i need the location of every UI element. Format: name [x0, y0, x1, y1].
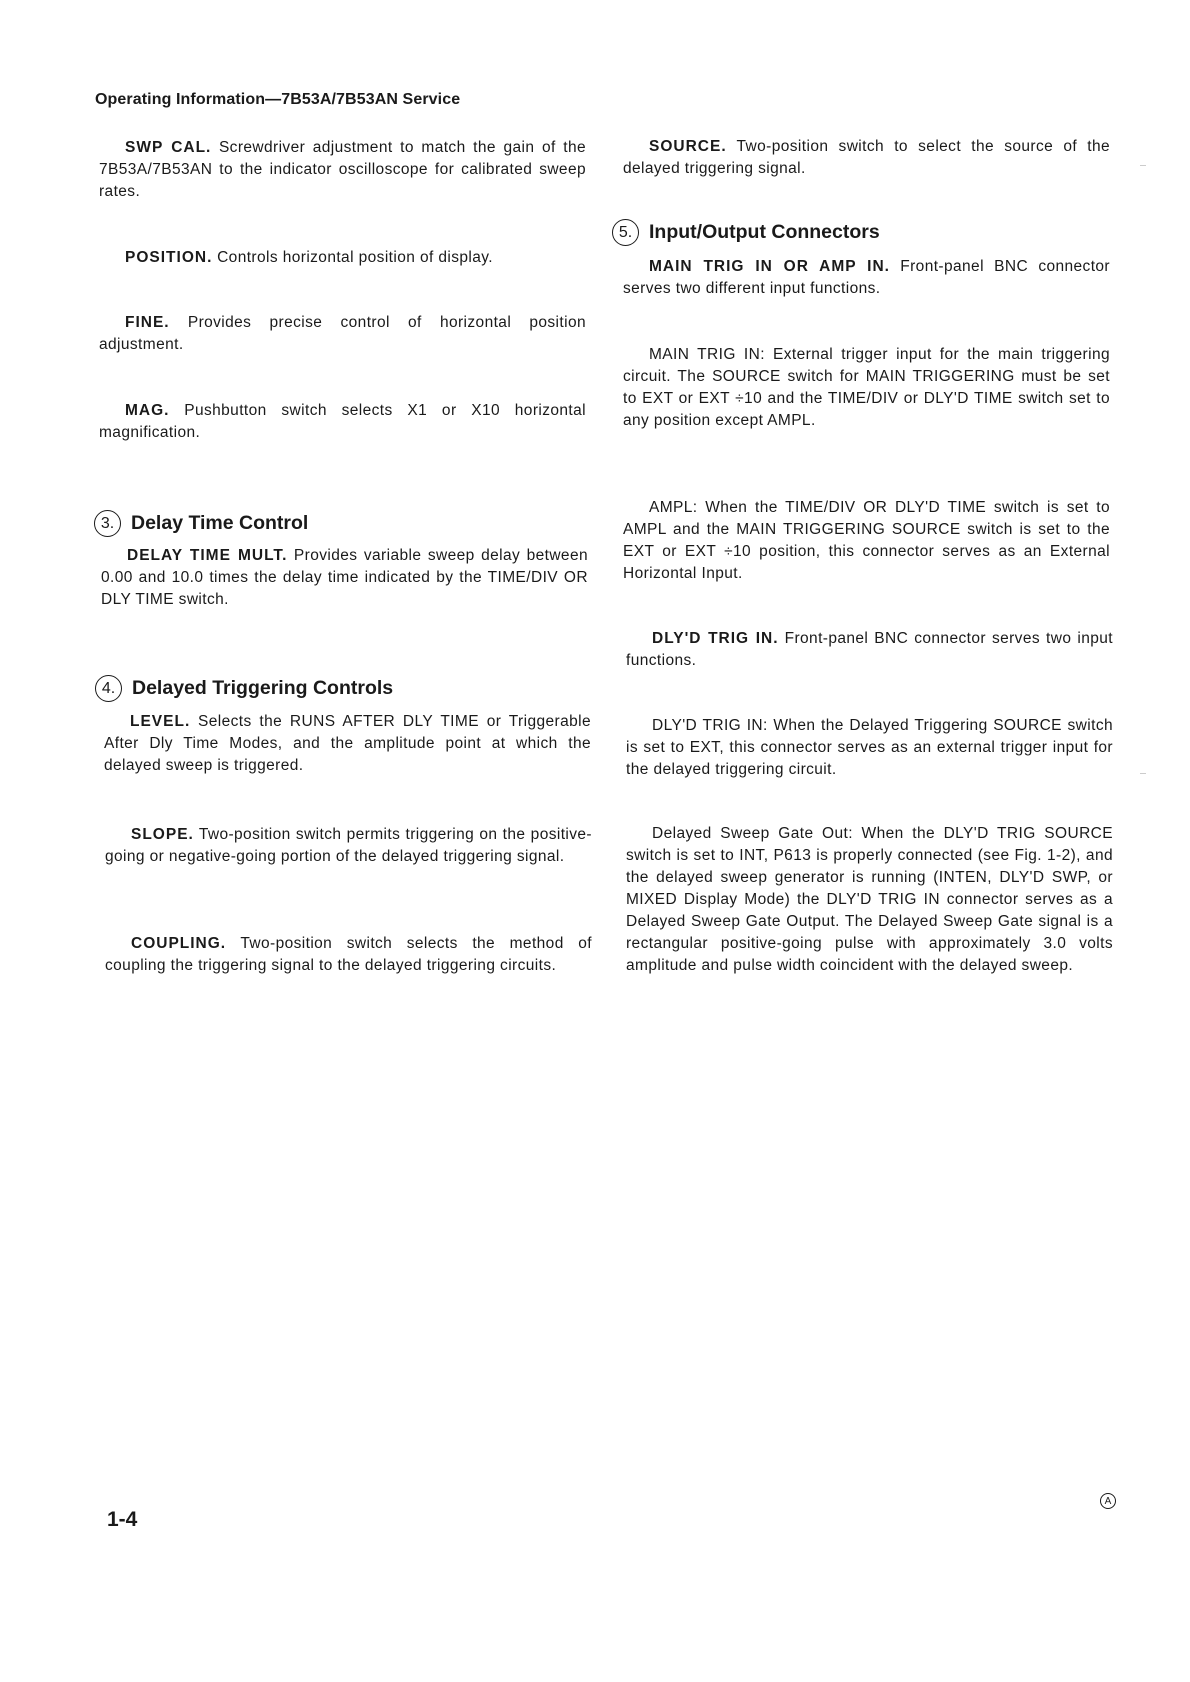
- dlyd-trig-in-paragraph: [626, 628, 1113, 672]
- delay-time-mult-paragraph: [101, 545, 588, 611]
- main-trig-in-paragraph: MAIN TRIG IN: External trigger input for the main triggering circuit. The SOURCE switch for MAIN TRIGGERING must be set to EXT or EXT ÷10 and the TIME/DIV or DLY'D TIME switch set to any position except AMPL.: [623, 346, 1110, 429]
- section-5-heading: [612, 219, 880, 246]
- section-3-heading: [94, 510, 308, 537]
- position-paragraph: [99, 247, 586, 269]
- position-label: POSITION.: [125, 249, 213, 266]
- swp-cal-paragraph: [99, 137, 586, 203]
- mag-paragraph: [99, 400, 586, 444]
- swp-cal-text: Screwdriver adjustment to match the gain of the 7B53A/7B53AN to the indicator oscilloscope for calibrated sweep rates.: [99, 139, 586, 200]
- source-text: Two-position switch to select the source of the delayed triggering signal.: [623, 138, 1110, 177]
- slope-label: SLOPE.: [131, 826, 194, 843]
- coupling-text: Two-position switch selects the method of coupling the triggering signal to the delayed triggering circuits.: [105, 935, 592, 974]
- fine-text: Provides precise control of horizontal position adjustment.: [99, 314, 586, 353]
- ampl-paragraph: AMPL: When the TIME/DIV OR DLY'D TIME switch is set to AMPL and the MAIN TRIGGERING SOURCE switch is set to the EXT or EXT ÷10 position, this connector serves as an External Horizontal Input.: [623, 499, 1110, 582]
- main-trig-in-or-amp-in-paragraph: [623, 256, 1110, 300]
- section-5-title: Input/Output Connectors: [649, 221, 880, 243]
- section-4-title: Delayed Triggering Controls: [132, 677, 394, 699]
- position-text: Controls horizontal position of display.: [217, 249, 493, 266]
- dlyd-trig-in-detail-paragraph: DLY'D TRIG IN: When the Delayed Triggering SOURCE switch is set to EXT, this connector serves as an external trigger input for the delayed triggering circuit.: [626, 717, 1113, 778]
- scan-speck: [1140, 773, 1146, 774]
- delay-time-mult-label: DELAY TIME MULT.: [127, 547, 288, 564]
- section-4-heading: [95, 675, 393, 702]
- section-3-title: Delay Time Control: [131, 512, 309, 534]
- mag-text: Pushbutton switch selects X1 or X10 horizontal magnification.: [99, 402, 586, 441]
- section-3-number: 3.: [94, 510, 121, 537]
- fine-label: FINE.: [125, 314, 170, 331]
- mag-label: MAG.: [125, 402, 170, 419]
- source-paragraph: [623, 136, 1110, 180]
- dlyd-trig-in-text: Front-panel BNC connector serves two input functions.: [626, 630, 1113, 669]
- main-trig-in-or-amp-in-text: Front-panel BNC connector serves two different input functions.: [623, 258, 1110, 297]
- level-paragraph: [104, 711, 591, 777]
- scan-speck: [1140, 165, 1146, 166]
- source-label: SOURCE.: [649, 138, 727, 155]
- delay-time-mult-text: Provides variable sweep delay between 0.00 and 10.0 times the delay time indicated by the TIME/DIV OR DLY TIME switch.: [101, 547, 588, 608]
- page-number: 1-4: [107, 1508, 138, 1531]
- level-text: Selects the RUNS AFTER DLY TIME or Triggerable After Dly Time Modes, and the amplitude point at which the delayed sweep is triggered.: [104, 713, 591, 774]
- coupling-paragraph: [105, 933, 592, 977]
- section-4-number: 4.: [95, 675, 122, 702]
- dlyd-trig-in-label: DLY'D TRIG IN.: [652, 630, 779, 647]
- fine-paragraph: [99, 312, 586, 356]
- revision-mark: A: [1100, 1493, 1116, 1509]
- page-header: Operating Information—7B53A/7B53AN Service: [95, 91, 461, 108]
- slope-text: Two-position switch permits triggering on the positive-going or negative-going portion of the delayed triggering signal.: [105, 826, 592, 865]
- slope-paragraph: [105, 824, 592, 868]
- swp-cal-label: SWP CAL.: [125, 139, 212, 156]
- coupling-label: COUPLING.: [131, 935, 227, 952]
- section-5-number: 5.: [612, 219, 639, 246]
- gate-out-paragraph: Delayed Sweep Gate Out: When the DLY'D TRIG SOURCE switch is set to INT, P613 is properly connected (see Fig. 1-2), and the delayed sweep generator is running (INTEN, DLY'D SWP, or MIXED Display Mode) the DLY'D TRIG IN connector serves as a Delayed Sweep Gate Output. The Delayed Sweep Gate signal is a rectangular positive-going pulse with approximately 3.0 volts amplitude and pulse width coincident with the delayed sweep.: [626, 825, 1113, 974]
- main-trig-in-or-amp-in-label: MAIN TRIG IN OR AMP IN.: [649, 258, 890, 275]
- level-label: LEVEL.: [130, 713, 191, 730]
